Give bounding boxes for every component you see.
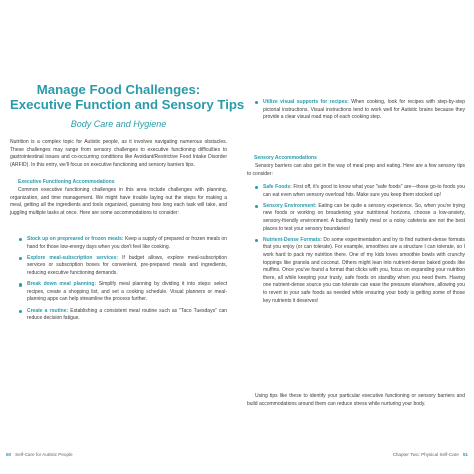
page-title — [10, 82, 245, 112]
bullet-icon — [19, 310, 22, 313]
list-item-term: Sensory Environment: — [263, 202, 317, 209]
chapter-title: Chapter Two: Physical Self-Care — [392, 452, 459, 457]
page-number: 51 — [462, 452, 468, 457]
title-line-1: Manage Food Challenges: — [36, 82, 201, 97]
list-item-term: Break down meal planning: — [27, 281, 97, 288]
bullet-icon — [19, 257, 22, 260]
list-item-text: If budget allows, explore meal-subscription services or subscription boxes for convenient, pre-prepared meals and ingredients, reducing executive functioning demands. — [27, 254, 227, 276]
executive-functioning-heading: Executive Functioning Accommodations — [18, 179, 115, 185]
list-item — [254, 184, 465, 199]
sensory-paragraph: Sensory barriers can also get in the way of meal prep and eating. Here are a few sensory tips to consider: — [247, 163, 465, 177]
page-subtitle: Body Care and Hygiene — [70, 119, 167, 129]
intro-paragraph: Nutrition is a complex topic for Autistic people, as it involves navigating numerous obstacles. These challenges may range from sensory challenges to executive functioning difficulties to gastrointestinal issues and co-occurring conditions like Avoidant/Restrictive Food Intake Disorder (ARFID). In this entry, we'll focus on executive functioning and sensory barriers tips. — [10, 139, 227, 168]
list-item — [254, 237, 465, 305]
list-item-term: Explore meal-subscription services: — [27, 254, 119, 261]
list-item-text: First off, it's good to know what your "safe foods" are—those go-to foods you can eat even when sensory overload hits. Make sure you keep them stocked up! — [263, 184, 465, 198]
visual-supports-list — [254, 99, 465, 125]
list-item — [18, 255, 227, 278]
list-item-term: Stock up on prepreared or frozen meals: — [27, 236, 124, 242]
bullet-icon — [255, 205, 258, 208]
list-item-term: Utilize visual supports for recipes: — [263, 99, 349, 105]
list-item-term: Nutrient-Dense Formats: — [263, 236, 322, 243]
list-item — [18, 308, 227, 323]
sensory-heading: Sensory Accommodations — [254, 155, 317, 161]
bullet-icon — [255, 101, 258, 104]
executive-functioning-paragraph: Common executive functioning challenges in this area include challenges with planning, organization, and time management. We might have trouble laying out the steps for making a meal, getting all the ingredients and tools organized, guessing how long each task will take, and juggling multiple tasks at once. Here are some accommodations to consider: — [10, 187, 227, 216]
title-line-2: Executive Function and Sensory Tips — [10, 97, 245, 112]
bullet-icon — [19, 283, 22, 286]
list-item-text: Establishing a consistent meal routine such as "Taco Tuesdays" can reduce decision fatigue. — [27, 307, 228, 322]
sensory-list — [254, 184, 465, 309]
list-item-text: Keep a supply of prepared or frozen meals on hand for those low-energy days when you don't feel like cooking. — [27, 236, 227, 250]
list-item — [18, 236, 227, 251]
executive-functioning-list — [18, 236, 227, 326]
right-page — [237, 0, 474, 474]
bullet-icon — [19, 238, 22, 241]
list-item-text: Do some experimentation and try to find nutrient-dense formats that you enjoy (or can tolerate). For example, smoothies are a structure I can tolerate, so I work hard to pack my nutrition there. One of my kids loves smoothie bowls with crunchy toppings like granola and coconut. Others might lean into nutrient-dense baked goods like muffins. Once you've found a format that clicks with you, focus on expanding your nutrition there, all while keeping your trusty, safe foods on standby when you need them. Having one nutrient-dense source you can tolerate can ease the pressure elsewhere, allowing you to revert to your safe foods as needed while ensuring your body is getting some of those key nutrients it deserves! — [263, 236, 465, 304]
list-item-text: When cooking, look for recipes with step-by-step pictorial instructions. Visual instructions tend to work well for Autistic brains because they provide a clear visual road map of each cooking step. — [263, 99, 465, 121]
list-item — [18, 281, 227, 304]
left-page-footer — [6, 452, 73, 457]
list-item-term: Safe Foods: — [263, 184, 292, 190]
list-item-term: Create a routine: — [27, 307, 69, 314]
list-item — [254, 203, 465, 233]
page-number: 50 — [6, 452, 12, 457]
list-item-text: Simplify meal planning by dividing it into steps: select recipes, create a shopping list, and set a cooking schedule. Visual planners or meal-planning apps can help streamline the process further. — [27, 281, 228, 303]
book-title: Self-Care for Autistic People — [15, 452, 73, 457]
closing-paragraph: Using tips like these to identify your particular executive functioning or sensory barriers and build accommodations around them can reduce stress while nurturing your body. — [247, 393, 465, 407]
list-item — [254, 99, 465, 122]
list-item-text: Eating can be quite a sensory experience. So, when you're trying new foods or working on broadening your nutritional horizons, choose a low-anxiety, sensory-friendly environment. A bustling family meal or a noisy cafeteria are not the best places to test your sensory boundaries! — [263, 202, 465, 232]
bullet-icon — [255, 186, 258, 189]
right-page-footer — [393, 452, 468, 457]
bullet-icon — [255, 239, 258, 242]
